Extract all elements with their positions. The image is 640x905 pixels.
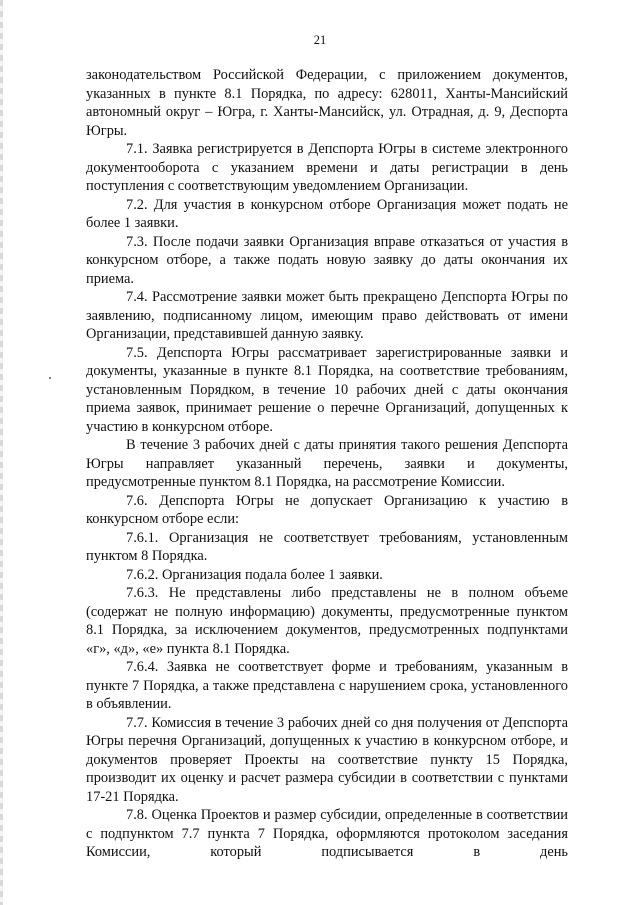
- paragraph-7-6-3: 7.6.3. Не представлены либо представлены не в полном объеме (содержат не полную информацию) документы, предусмотренные пунктом 8.1 Порядка, за исключением документов, предусмотренных подпунктами «г», «д», «е» пункта 8.1 Порядка.: [86, 585, 568, 657]
- scan-speck: [49, 377, 51, 379]
- paragraph-7-2: 7.2. Для участия в конкурсном отборе Организация может подать не более 1 заявки.: [86, 196, 568, 231]
- paragraph-7-6: 7.6. Депспорта Югры не допускает Организацию к участию в конкурсном отборе если:: [86, 492, 568, 527]
- paragraph-7-6-2: 7.6.2. Организация подала более 1 заявки.: [126, 566, 383, 583]
- scan-edge: [0, 0, 3, 905]
- paragraph-7-6-4: 7.6.4. Заявка не соответствует форме и требованиям, указанным в пункте 7 Порядка, а также представлена с нарушением срока, установленного в объявлении.: [86, 659, 568, 712]
- paragraph-7-3: 7.3. После подачи заявки Организация вправе отказаться от участия в конкурсном отборе, а также подать новую заявку до даты окончания их приема.: [86, 233, 568, 287]
- page-number: 21: [313, 33, 327, 47]
- paragraph-7-5: 7.5. Депспорта Югры рассматривает зарегистрированные заявки и документы, указанные в пункте 8.1 Порядка, на соответствие требованиям, установленным Порядком, в течение 10 рабочих дней с даты окончания приема заявок, принимает решение о перечне Организаций, допущенных к участию в конкурсном отборе.: [86, 344, 568, 435]
- paragraph-7-6-1: 7.6.1. Организация не соответствует требованиям, установленным пунктом 8 Порядка.: [86, 529, 568, 564]
- paragraph-continuation: законодательством Российской Федерации, с приложением документов, указанных в пункте 8.1 Порядка, по адресу: 628011, Ханты-Мансийский автономный округ – Югра, г. Ханты-Мансийск, ул. Отрадная, д. 9, Деспорта Югры.: [86, 67, 568, 139]
- paragraph-7-4: 7.4. Рассмотрение заявки может быть прекращено Депспорта Югры по заявлению, подписанному лицом, имеющим право действовать от имени Организации, представившей данную заявку.: [86, 289, 568, 342]
- paragraph-7-8: 7.8. Оценка Проектов и размер субсидии, определенные в соответствии с подпунктом 7.7 пункта 7 Порядка, оформляются протоколом заседания Комиссии, который подписывается в день: [86, 807, 568, 860]
- paragraph-7-7: 7.7. Комиссия в течение 3 рабочих дней со дня получения от Депспорта Югры перечня Организаций, допущенных к участию в конкурсном отборе, и документов проверяет Проекты на соответствие пункту 15 Порядка, производит их оценку и расчет размера субсидии в соответствии с пунктами 17-21 Порядка.: [86, 714, 568, 805]
- document-body: [86, 66, 568, 862]
- paragraph-7-1: 7.1. Заявка регистрируется в Депспорта Югры в системе электронного документооборота с указанием времени и даты регистрации в день поступления с соответствующим уведомлением Организации.: [86, 141, 568, 194]
- paragraph-7-5-cont: В течение 3 рабочих дней с даты принятия такого решения Депспорта Югры направляет указанный перечень, заявки и документы, предусмотренные пунктом 8.1 Порядка, на рассмотрение Комиссии.: [86, 437, 568, 490]
